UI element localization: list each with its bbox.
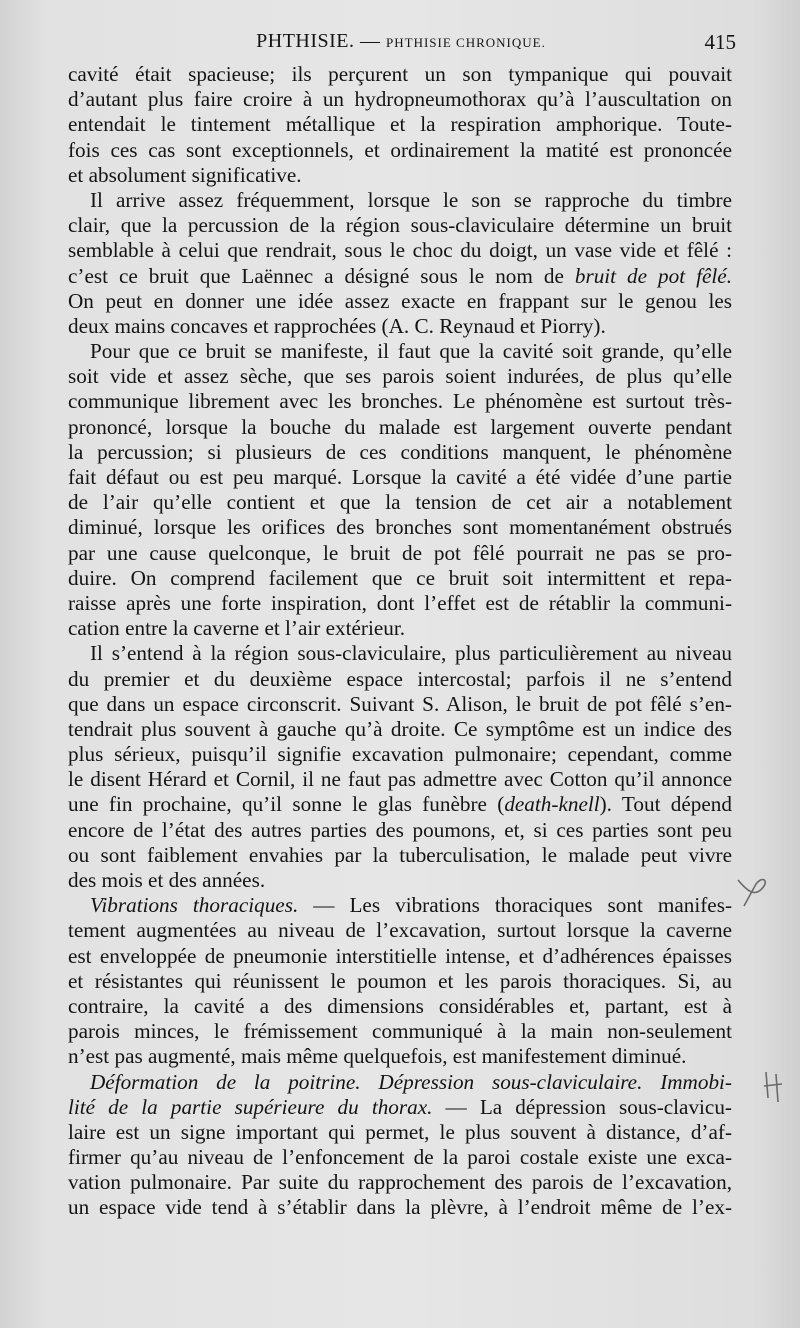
text-line: du premier et du deuxième espace intercostal; parfois il ne s’entend [68, 666, 732, 691]
body-text [68, 62, 732, 1221]
text-line: ou sont faiblement envahies par la tuberculisation, le malade peut vivre [68, 842, 732, 867]
text-line: vation pulmonaire. Par suite du rapprochement des parois de l’excavation, [68, 1170, 732, 1195]
text-line: que dans un espace circonscrit. Suivant S. Alison, le bruit de pot fêlé s’en- [68, 691, 732, 716]
page-number: 415 [704, 30, 736, 54]
text-line: On peut en donner une idée assez exacte en frappant sur le genou les [68, 288, 732, 313]
text-line: prononcé, lorsque la bouche du malade est largement ouverte pendant [68, 414, 732, 439]
running-title [66, 30, 736, 53]
text-line: un espace vide tend à s’établir dans la plèvre, à l’endroit même de l’ex- [68, 1195, 732, 1220]
text-line: parois minces, le frémissement communiqué à la main non-seulement [68, 1019, 732, 1044]
text-line: fait défaut ou est peu marqué. Lorsque la cavité a été vidée d’une partie [68, 465, 732, 489]
text-line: fois ces cas sont exceptionnels, et ordinairement la matité est prononcée [68, 137, 732, 162]
text-line: et résistantes qui réunissent le poumon et les parois thoraciques. Si, au [68, 968, 732, 993]
text-line: n’est pas augmenté, mais même quelquefois, est manifestement diminué. [68, 1044, 687, 1069]
text-line: est enveloppée de pneumonie interstitielle intense, et d’adhérences épaisses [68, 943, 732, 968]
text-line: la percussion; si plusieurs de ces conditions manquent, le phénomène [68, 439, 732, 464]
running-title-main: PHTHISIE. — [256, 30, 381, 52]
text-line: une fin prochaine, qu’il sonne le glas funèbre (death-knell). Tout dépend [68, 792, 732, 817]
text-line: soit vide et assez sèche, que ses parois soient indurées, de plus qu’elle [68, 364, 732, 389]
margin-pencil-mark [734, 872, 774, 912]
text-line: clair, que la percussion de la région sous-claviculaire détermine un bruit [68, 213, 732, 238]
text-line: des mois et des années. [68, 868, 266, 892]
running-header [66, 30, 736, 56]
text-line: tement augmentées au niveau de l’excavation, surtout lorsque la caverne [68, 918, 732, 943]
text-line: semblable à celui que rendrait, sous le choc du doigt, un vase vide et fêlé : [68, 238, 732, 263]
text-line: Vibrations thoraciques. — Les vibrations thoraciques sont manifes- [90, 893, 733, 918]
text-line: diminué, lorsque les orifices des bronches sont momentanément obstrués [68, 515, 732, 540]
text-line: le disent Hérard et Cornil, il ne faut pas admettre avec Cotton qu’il annonce [68, 767, 732, 792]
text-line: entendait le tintement métallique et la respiration amphorique. Toute- [68, 112, 732, 137]
text-line: communique librement avec les bronches. Le phénomène est surtout très- [68, 389, 732, 414]
text-line: duire. On comprend facilement que ce bruit soit intermittent et repa- [68, 565, 732, 590]
text-line: Pour que ce bruit se manifeste, il faut que la cavité soit grande, qu’elle [90, 339, 732, 364]
text-line: c’est ce bruit que Laënnec a désigné sous le nom de bruit de pot fêlé. [68, 263, 732, 288]
text-line: tendrait plus souvent à gauche qu’à droite. Ce symptôme est un indice des [68, 716, 732, 741]
text-line: firmer qu’au niveau de l’enfoncement de la paroi costale existe une exca- [68, 1145, 732, 1170]
running-title-sub: PHTHISIE CHRONIQUE. [386, 35, 546, 50]
text-line: lité de la partie supérieure du thorax. — La dépression sous-clavicu- [68, 1094, 732, 1119]
text-line: deux mains concaves et rapprochées (A. C. Reynaud et Piorry). [68, 313, 606, 338]
text-line: cavité était spacieuse; ils perçurent un son tympanique qui pouvait [68, 62, 732, 86]
text-line: laire est un signe important qui permet, le plus souvent à distance, d’af- [68, 1119, 732, 1144]
text-line: Il arrive assez fréquemment, lorsque le son se rapproche du timbre [90, 187, 732, 212]
text-line: Déformation de la poitrine. Dépression sous-claviculaire. Immobi- [90, 1069, 732, 1094]
text-line: par une cause quelconque, le bruit de pot fêlé pourrait ne pas se pro- [68, 540, 732, 565]
text-line: et absolument significative. [68, 162, 302, 187]
text-line: contraire, la cavité a des dimensions considérables et, partant, est à [68, 993, 732, 1018]
margin-pencil-mark [760, 1068, 790, 1108]
text-line: cation entre la caverne et l’air extérieur. [68, 616, 406, 641]
text-line: de l’air qu’elle contient et que la tension de cet air a notablement [68, 490, 732, 515]
text-line: Il s’entend à la région sous-claviculaire, plus particulièrement au niveau [90, 641, 732, 666]
text-line: d’autant plus faire croire à un hydropneumothorax qu’à l’auscultation on [68, 87, 732, 112]
text-line: raisse après une forte inspiration, dont l’effet est de rétablir la communi- [68, 590, 732, 615]
text-line: encore de l’état des autres parties des poumons, et, si ces parties sont peu [68, 817, 732, 842]
text-line: plus sérieux, puisqu’il signifie excavation pulmonaire; cependant, comme [68, 742, 732, 767]
